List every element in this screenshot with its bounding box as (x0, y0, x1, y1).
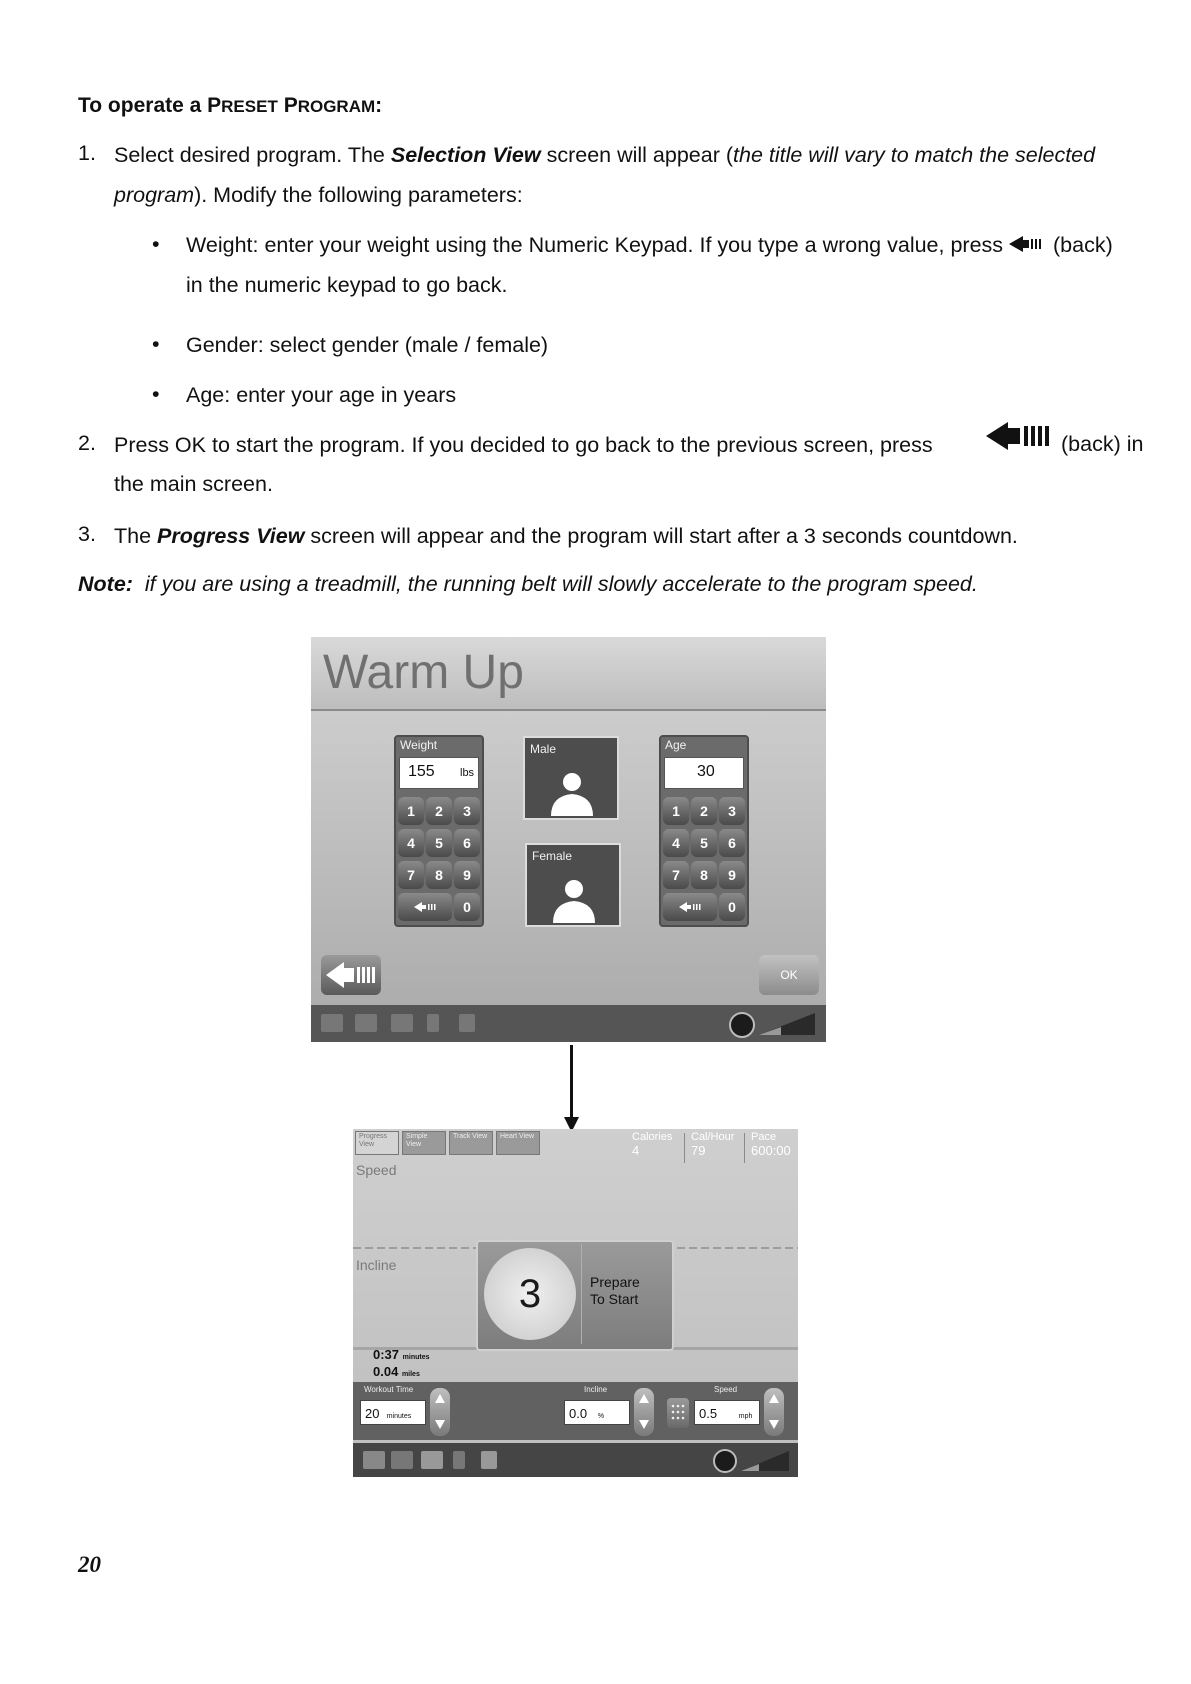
step-1-line1: Select desired program. The Selection View screen will appear (the title will vary to match the selected (114, 143, 1096, 167)
workout-time-field[interactable]: 20 minutes (360, 1400, 426, 1425)
calories-value: 4 (632, 1143, 640, 1158)
weight-key-6[interactable]: 6 (454, 829, 480, 857)
weight-key-3[interactable]: 3 (454, 797, 480, 825)
tv-icon[interactable] (355, 1014, 377, 1032)
weight-key-5[interactable]: 5 (426, 829, 452, 857)
age-key-6[interactable]: 6 (719, 829, 745, 857)
speed-graph-label: Speed (356, 1162, 397, 1178)
cal-hour-value: 79 (691, 1143, 706, 1158)
tab-track-view[interactable]: Track View (449, 1131, 493, 1155)
age-key-4[interactable]: 4 (663, 829, 689, 857)
bullet-dot: • (152, 232, 160, 256)
back-button[interactable] (321, 955, 381, 995)
section-heading: To operate a PRESET PROGRAM: (78, 94, 383, 117)
phone-icon[interactable] (453, 1451, 465, 1469)
weight-unit: lbs (460, 767, 475, 779)
weight-key-7[interactable]: 7 (398, 861, 424, 889)
age-field[interactable] (664, 757, 744, 789)
countdown-number: 3 (484, 1248, 576, 1340)
tab-simple-view[interactable]: Simple View (402, 1131, 446, 1155)
incline-field[interactable]: 0.0 % (564, 1400, 630, 1425)
step-2-line1: Press OK to start the program. If you decided to go back to the previous screen, press (114, 433, 933, 457)
weight-key-2[interactable]: 2 (426, 797, 452, 825)
weight-key-8[interactable]: 8 (426, 861, 452, 889)
bullet-gender: Gender: select gender (male / female) (186, 333, 549, 357)
home-icon[interactable] (321, 1014, 343, 1032)
back-icon (986, 420, 1052, 458)
step-2-back-label: (back) in (1061, 432, 1144, 456)
title-band (311, 637, 826, 711)
age-key-8[interactable]: 8 (691, 861, 717, 889)
volume-icon[interactable] (729, 1012, 755, 1038)
male-label: Male (530, 742, 557, 756)
back-icon (1009, 232, 1047, 260)
incline-stepper[interactable] (634, 1388, 654, 1436)
bullet-dot: • (152, 332, 160, 356)
screen-icon[interactable] (391, 1014, 413, 1032)
weight-panel (394, 735, 484, 927)
age-panel (659, 735, 749, 927)
remote-icon[interactable] (459, 1014, 475, 1032)
elapsed-time: 0:37 minutes (373, 1347, 430, 1362)
selection-view-screenshot (311, 637, 826, 1042)
volume-level-icon[interactable] (759, 1013, 815, 1035)
female-label: Female (532, 849, 573, 863)
age-value: 30 (697, 763, 715, 780)
step-2-line2: the main screen. (114, 472, 273, 496)
bullet-weight-line1: Weight: enter your weight using the Numeric Keypad. If you type a wrong value, press (back) (186, 231, 1113, 260)
female-silhouette-icon (551, 879, 597, 923)
volume-level-icon[interactable] (741, 1451, 789, 1471)
weight-key-9[interactable]: 9 (454, 861, 480, 889)
countdown-dialog (476, 1240, 674, 1351)
weight-key-back[interactable] (398, 893, 452, 921)
bullet-dot: • (152, 382, 160, 406)
distance: 0.04 miles (373, 1364, 420, 1379)
control-bar (353, 1382, 798, 1440)
progress-view-screenshot (353, 1129, 798, 1477)
speed-field[interactable]: 0.5 mph (694, 1400, 760, 1425)
calories-stat (632, 1131, 672, 1158)
step-2-number: 2. (78, 431, 96, 455)
cal-hour-label: Cal/Hour (691, 1131, 735, 1143)
speed-stepper[interactable] (764, 1388, 784, 1436)
male-silhouette-icon (549, 772, 595, 816)
back-icon (414, 902, 436, 912)
female-button[interactable] (525, 843, 621, 927)
age-key-0[interactable]: 0 (719, 893, 745, 921)
page-number: 20 (78, 1552, 101, 1577)
program-title: Warm Up (323, 646, 524, 699)
age-key-back[interactable] (663, 893, 717, 921)
bullet-age: Age: enter your age in years (186, 383, 457, 407)
back-icon (326, 960, 376, 990)
age-key-1[interactable]: 1 (663, 797, 689, 825)
step-3-number: 3. (78, 522, 96, 546)
pace-value: 600:00 (751, 1143, 791, 1158)
age-key-5[interactable]: 5 (691, 829, 717, 857)
weight-value: 155 (408, 763, 435, 780)
keypad-icon[interactable] (667, 1398, 689, 1428)
weight-key-0[interactable]: 0 (454, 893, 480, 921)
back-icon (679, 902, 701, 912)
home-icon[interactable] (363, 1451, 385, 1469)
pace-label: Pace (751, 1131, 777, 1143)
speed-control-label: Speed (714, 1385, 738, 1394)
bullet-weight-line2: in the numeric keypad to go back. (186, 273, 508, 297)
step-1-line2: program). Modify the following parameters: (114, 183, 523, 207)
bottom-toolbar (311, 1005, 826, 1042)
age-key-9[interactable]: 9 (719, 861, 745, 889)
pace-stat (751, 1131, 791, 1158)
weight-field[interactable] (399, 757, 479, 789)
flow-arrow-line (570, 1045, 573, 1117)
step-1-number: 1. (78, 141, 96, 165)
age-key-3[interactable]: 3 (719, 797, 745, 825)
male-button[interactable] (523, 736, 619, 820)
volume-icon[interactable] (713, 1449, 737, 1473)
workout-time-stepper[interactable] (430, 1388, 450, 1436)
incline-graph-label: Incline (356, 1257, 397, 1273)
note: Note: if you are using a treadmill, the running belt will slowly accelerate to the program speed. (78, 572, 978, 596)
workout-time-label: Workout Time (364, 1385, 414, 1394)
calories-label: Calories (632, 1131, 673, 1143)
dialog-divider (581, 1244, 582, 1344)
weight-key-1[interactable]: 1 (398, 797, 424, 825)
incline-control-label: Incline (584, 1385, 608, 1394)
weight-label: Weight (400, 738, 438, 752)
weight-key-4[interactable]: 4 (398, 829, 424, 857)
ok-button[interactable]: OK (759, 955, 819, 995)
stat-divider (744, 1133, 745, 1163)
tab-progress-view[interactable]: Progress View (355, 1131, 399, 1155)
bottom-toolbar (353, 1443, 798, 1477)
age-key-2[interactable]: 2 (691, 797, 717, 825)
stat-divider (684, 1133, 685, 1163)
screen-icon[interactable] (421, 1451, 443, 1469)
step-3-line1: The Progress View screen will appear and the program will start after a 3 seconds countdown. (114, 524, 1018, 548)
age-label: Age (665, 738, 687, 752)
prepare-text: Prepare To Start (590, 1274, 640, 1307)
phone-icon[interactable] (427, 1014, 439, 1032)
remote-icon[interactable] (481, 1451, 497, 1469)
age-key-7[interactable]: 7 (663, 861, 689, 889)
cal-hour-stat (691, 1131, 734, 1158)
tab-heart-view[interactable]: Heart View (496, 1131, 540, 1155)
tv-icon[interactable] (391, 1451, 413, 1469)
